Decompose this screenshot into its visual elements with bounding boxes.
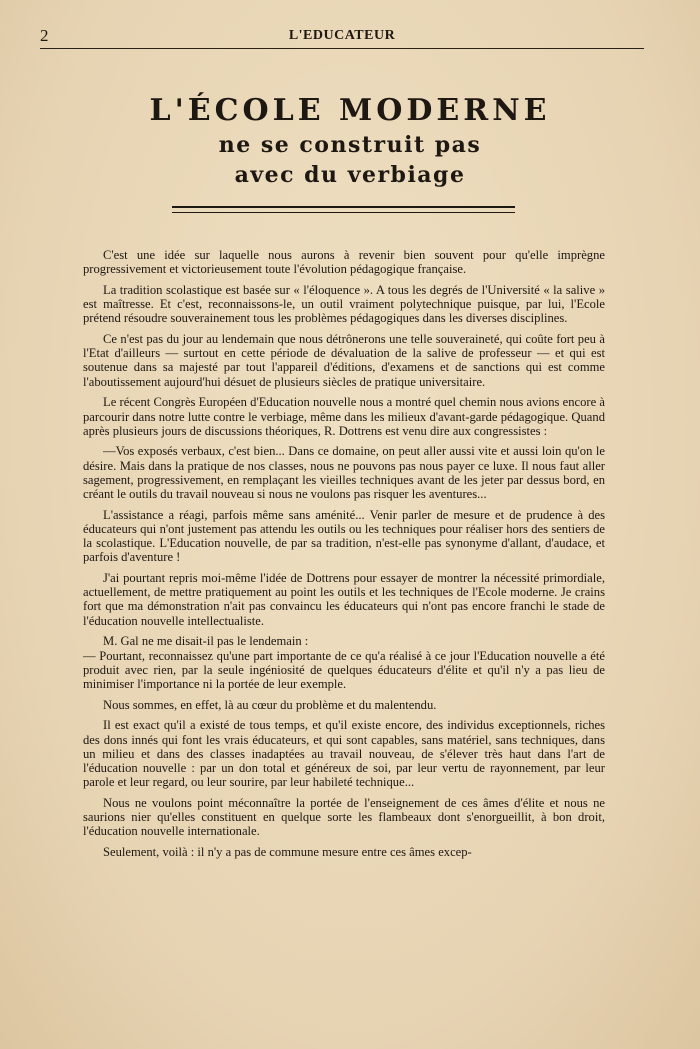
paragraph: Il est exact qu'il a existé de tous temps, et qu'il existe encore, des individus exceptionnels, riches des dons innés qui font les vrais éducateurs, et qui sont capables, sans matériel, sans techniques, dans un milieu et dans des classes inadaptées au travail nouveau, de s'élever très haut dans l'art de l'éducation nouvelle : par un don total et généreux de soi, par leur vertu de rayonnement, par leur parole et leur regard, ou leur sourire, par leur habileté technique... <box>83 718 605 790</box>
title-line-3: avec du verbiage <box>234 162 466 188</box>
page-number: 2 <box>40 26 49 45</box>
paragraph: — Pourtant, reconnaissez qu'une part importante de ce qu'a réalisé à ce jour l'Education nouvelle a été produit avec rien, par la seule ingéniosité de quelques éducateurs d'élite et qu'il n'y a pas lieu de minimiser l'importance ni la portée de leur exemple. <box>83 648 605 691</box>
paragraph: C'est une idée sur laquelle nous aurons à revenir bien souvent pour qu'elle imprègne progressivement et victorieusement toute l'évolution pédagogique française. <box>83 248 605 277</box>
paragraph: Nous sommes, en effet, là au cœur du problème et du malentendu. <box>103 697 437 712</box>
article-body <box>83 248 605 866</box>
paragraph: L'assistance a réagi, parfois même sans aménité... Venir parler de mesure et de prudence à des éducateurs qui n'ont justement pas attendu les outils ou les techniques pour réaliser hors des sentiers de la scolastique. L'Education nouvelle, de par sa tradition, n'est-elle pas synonyme d'allant, d'audace, et parfois d'aventure ! <box>83 507 605 565</box>
paragraph: Le récent Congrès Européen d'Education nouvelle nous a montré quel chemin nous avions encore à parcourir dans notre lutte contre le verbiage, même dans les milieux d'avant-garde pédagogique. Quand après plusieurs jours de discussions théoriques, R. Dottrens est venu dire aux congressistes : <box>83 395 605 438</box>
paragraph: Seulement, voilà : il n'y a pas de commune mesure entre ces âmes excep- <box>103 845 472 860</box>
paragraph: Nous ne voulons point méconnaître la portée de l'enseignement de ces âmes d'élite et nous ne saurions nier qu'elles constituent en quelque sorte les flambeaux dont s'enorgueillit, à bon droit, l'éducation nouvelle internationale. <box>83 795 605 839</box>
journal-name: L'EDUCATEUR <box>288 28 396 43</box>
paragraph: —Vos exposés verbaux, c'est bien... Dans ce domaine, on peut aller aussi vite et aussi loin qu'on le désire. Mais dans la pratique de nos classes, nous ne pouvons pas nous payer ce luxe. Il nous faut aller sagement, progressivement, en remplaçant les vieilles techniques avant de les jeter par dessus bord, en créant le outils du travail nouveau si nous ne voulons pas risquer les aventures... <box>83 444 605 502</box>
running-header <box>40 26 644 49</box>
paragraph: J'ai pourtant repris moi-même l'idée de Dottrens pour essayer de montrer la nécessité primordiale, actuellement, de mettre pratiquement au point les outils et les techniques de l'Ecole moderne. Je crains fort que ma démonstration n'ait pas convaincu les éducateurs qui n'ont pas encore franchi le stade de l'éducation nouvelle intellectualiste. <box>83 571 605 628</box>
article-title <box>60 92 640 190</box>
paragraph: M. Gal ne me disait-il pas le lendemain : <box>103 634 309 649</box>
title-underline <box>172 206 515 213</box>
paragraph: La tradition scolastique est basée sur « l'éloquence ». A tous les degrés de l'Université « la salive » est maîtresse. Et c'est, reconnaissons-le, un outil vraiment polytechnique puisque, par lui, l'Ecole prétend résoudre souverainement tous les problèmes pédagogiques dans les diverses disciplines. <box>83 282 605 326</box>
paragraph: Ce n'est pas du jour au lendemain que nous détrônerons une telle souveraineté, qui coûte fort peu à l'Etat d'ailleurs — surtout en cette période de dévaluation de la salive de professeur — et qui est soutenue dans sa majesté par tout l'appareil d'éditions, d'examens et de sanctions qui est comme l'aboutissement aujourd'hui désuet de plusieurs siècles de pratique universitaire. <box>83 332 605 389</box>
title-line-1: L'ÉCOLE MODERNE <box>149 93 551 128</box>
title-line-2: ne se construit pas <box>218 132 482 158</box>
